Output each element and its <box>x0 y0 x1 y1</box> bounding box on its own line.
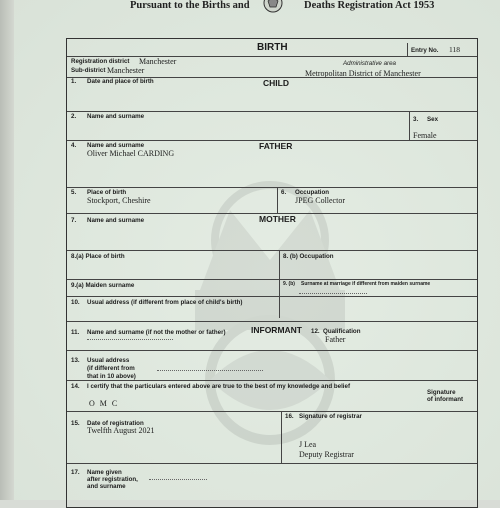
field-15-number: 15. <box>71 420 80 427</box>
header-act-right: Deaths Registration Act 1953 <box>304 0 435 11</box>
father-occupation: JPEG Collector <box>295 196 345 205</box>
signature-of-informant-label-1: Signature <box>427 389 456 396</box>
qualification-value: Father <box>325 335 346 344</box>
qualification-label: Qualification <box>323 328 361 335</box>
child-section-title: CHILD <box>263 78 289 88</box>
informant-section-title: INFORMANT <box>251 325 302 335</box>
sex-value: Female <box>413 131 437 140</box>
mother-birthplace-label: 8.(a) Place of birth <box>71 253 125 260</box>
child-name-label: Name and surname <box>87 113 145 120</box>
father-birthplace-label: Place of birth <box>87 189 127 196</box>
royal-crest-icon <box>262 0 284 14</box>
registrar-title: Deputy Registrar <box>299 450 354 459</box>
page-binding <box>0 0 14 500</box>
field-9b-number: 9. (b) <box>283 281 295 287</box>
admin-area: Metropolitan District of Manchester <box>305 69 421 78</box>
field-2-number: 2. <box>71 113 77 120</box>
reg-district: Manchester <box>139 57 177 66</box>
certification-label: I certify that the particulars entered above are true to the best of my knowledge and belief <box>87 383 351 390</box>
sub-district: Manchester <box>107 66 145 75</box>
sex-label: Sex <box>427 116 439 123</box>
field-14-number: 14. <box>71 383 80 390</box>
field-17-number: 17. <box>71 469 80 476</box>
entry-number-label: Entry No. <box>411 47 439 54</box>
reg-district-label: Registration district <box>71 58 130 65</box>
father-name-label: Name and surname <box>87 142 145 149</box>
entry-number: 118 <box>449 45 460 54</box>
informant-signature: O M C <box>89 399 119 408</box>
mother-occupation-label: 8. (b) Occupation <box>283 253 334 260</box>
field-10-number: 10. <box>71 299 80 306</box>
father-occupation-label: Occupation <box>295 189 330 196</box>
name-after-registration-label-3: and surname <box>87 483 126 490</box>
informant-address-label-3: that in 10 above) <box>87 373 136 380</box>
field-3-number: 3. <box>413 116 419 123</box>
informant-address-label-2: (if different from <box>87 365 135 372</box>
informant-name-label: Name and surname (if not the mother or father) <box>87 329 226 336</box>
field-5-number: 5. <box>71 189 77 196</box>
field-16-number: 16. <box>285 413 294 420</box>
surname-at-marriage-label: Surname at marriage if different from maiden surname <box>301 281 431 287</box>
informant-address-label-1: Usual address <box>87 357 130 364</box>
registrar-signature-label: Signature of registrar <box>299 413 362 420</box>
admin-area-label: Administrative area <box>343 60 396 67</box>
father-birthplace: Stockport, Cheshire <box>87 196 151 205</box>
field-4-number: 4. <box>71 142 77 149</box>
date-place-birth-label: Date and place of birth <box>87 78 154 85</box>
name-after-registration-label-2: after registration, <box>87 476 138 483</box>
birth-entry-form <box>66 38 478 508</box>
registrar-name: J Lea <box>299 440 317 449</box>
name-after-registration-label-1: Name given <box>87 469 122 476</box>
registration-date-label: Date of registration <box>87 420 144 427</box>
field-12-number: 12. <box>311 328 320 335</box>
signature-of-informant-label-2: of informant <box>427 396 464 403</box>
field-1-number: 1. <box>71 78 77 85</box>
usual-address-label: Usual address (if different from place of child's birth) <box>87 299 243 306</box>
mother-section-title: MOTHER <box>259 214 296 224</box>
field-13-number: 13. <box>71 357 80 364</box>
registration-date: Twelfth August 2021 <box>87 426 155 435</box>
field-6-number: 6. <box>281 189 287 196</box>
field-7-number: 7. <box>71 217 77 224</box>
field-11-number: 11. <box>71 329 80 336</box>
maiden-surname-label: 9.(a) Maiden surname <box>71 282 135 289</box>
sub-district-label: Sub-district <box>71 67 106 74</box>
father-name: Oliver Michael CARDING <box>87 149 175 158</box>
header-act-left: Pursuant to the Births and <box>130 0 250 11</box>
form-title: BIRTH <box>257 42 288 53</box>
father-section-title: FATHER <box>259 141 293 151</box>
mother-name-label: Name and surname <box>87 217 145 224</box>
